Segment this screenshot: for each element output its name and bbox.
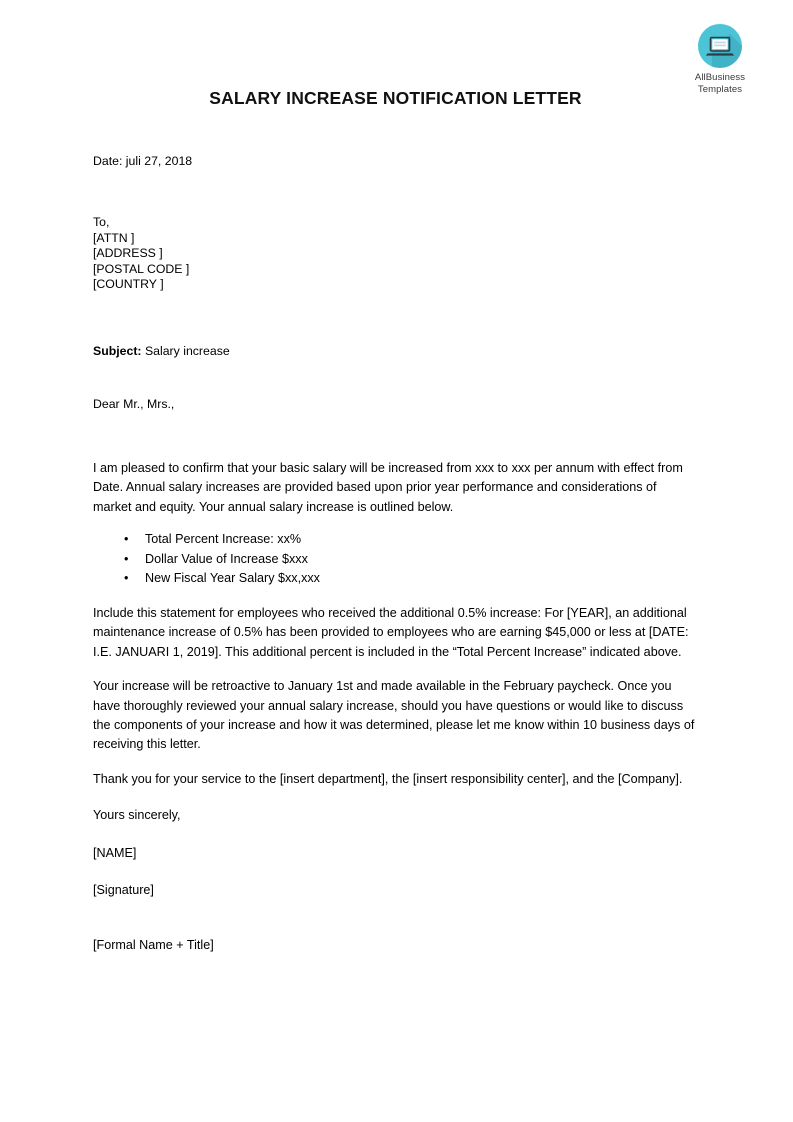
salary-increase-list — [93, 530, 698, 589]
address-line: To, — [93, 215, 110, 229]
paragraph-maintenance-increase: Include this statement for employees who received the additional 0.5% increase: For [YEAR], an additional maintenance increase of 0.5% has been provided to employees who are earning $45,000 or less at [DATE: I.E. JANUARI 1, 2019]. This additional percent is included in the “Total Percent Increase” indicated above. — [93, 605, 689, 659]
paragraph-retroactive: Your increase will be retroactive to January 1st and made available in the February paycheck. Once you have thoroughly reviewed your annual salary increase, should you have questions or would like to discuss the components of your increase and how it was determined, please let me know within 10 business days of receiving this letter. — [93, 679, 695, 752]
list-item — [93, 550, 698, 570]
laptop-icon — [696, 22, 744, 70]
list-item-label: Dollar Value of Increase $xxx — [145, 551, 308, 566]
bullet-icon: • — [124, 551, 129, 566]
list-item — [93, 569, 698, 589]
logo-text-line-2: Templates — [697, 83, 743, 95]
recipient-address-block — [93, 215, 698, 293]
subject-value: Salary increase — [144, 343, 230, 358]
subject-label: Subject: — [93, 343, 142, 358]
page-title: SALARY INCREASE NOTIFICATION LETTER — [209, 88, 582, 108]
subject-line — [93, 343, 698, 359]
list-item — [93, 530, 698, 550]
salutation: Dear Mr., Mrs., — [93, 396, 175, 411]
letter-body — [93, 0, 698, 956]
bullet-icon: • — [124, 532, 129, 547]
address-line: [ATTN ] — [93, 230, 135, 245]
date-line: Date: juli 27, 2018 — [93, 154, 193, 168]
formal-name-title-placeholder: [Formal Name + Title] — [93, 938, 214, 953]
address-line: [POSTAL CODE ] — [93, 261, 190, 276]
list-item-label: Total Percent Increase: xx% — [145, 532, 302, 547]
signature-placeholder: [Signature] — [93, 883, 154, 898]
address-line: [ADDRESS ] — [93, 246, 163, 261]
logo-text-line-1: AllBusiness — [694, 72, 746, 83]
bullet-icon: • — [124, 571, 129, 586]
list-item-label: New Fiscal Year Salary $xx,xxx — [145, 571, 320, 586]
paragraph-intro: I am pleased to confirm that your basic salary will be increased from xxx to xxx per annum with effect from Date. Annual salary increases are provided based upon prior year performance and considerations of market and equity. Your annual salary increase is outlined below. — [93, 460, 683, 514]
address-line: [COUNTRY ] — [93, 277, 164, 292]
name-placeholder: [NAME] — [93, 845, 137, 860]
paragraph-thank-you: Thank you for your service to the [insert department], the [insert responsibility center], and the [Company]. — [93, 771, 683, 786]
closing-line: Yours sincerely, — [93, 808, 181, 823]
